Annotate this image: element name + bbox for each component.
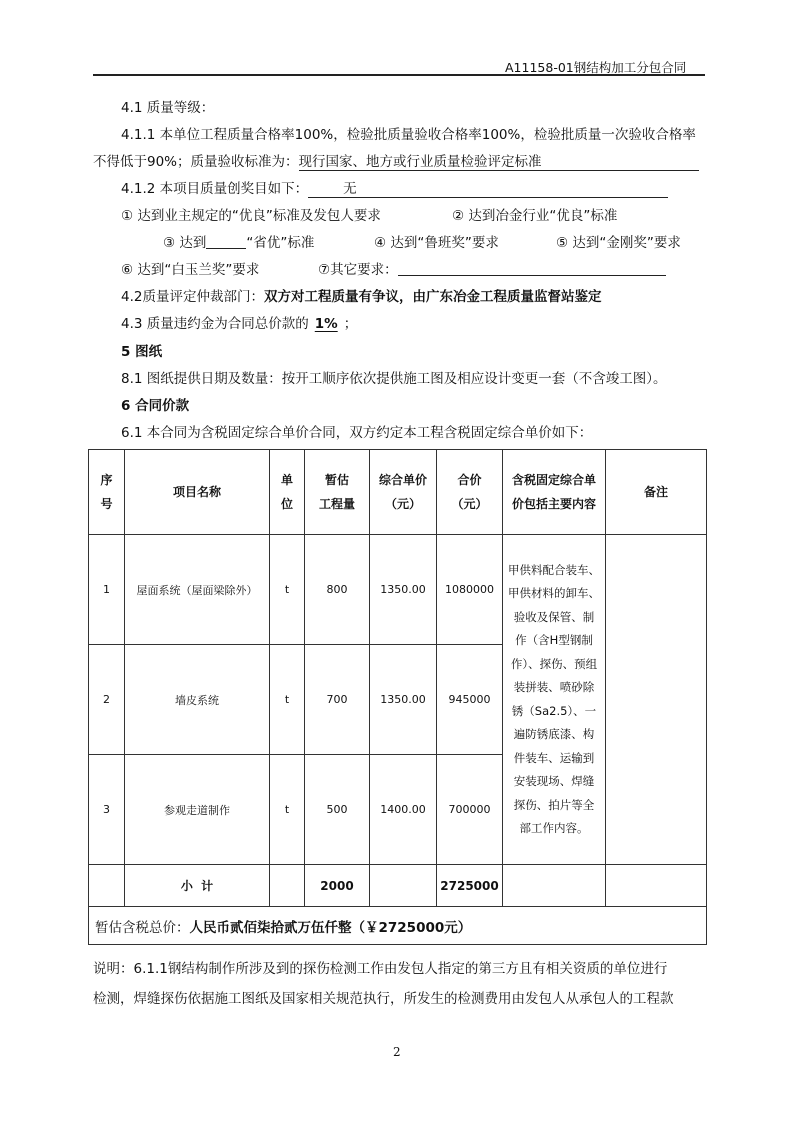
- note-line-1: 说明：6.1.1钢结构制作所涉及到的探伤检测工作由发包人指定的第三方且有相关资质的单位进行: [93, 961, 668, 977]
- col-header-total: 合价 （元）: [437, 450, 503, 535]
- grand-total-label: 暂估含税总价：: [95, 919, 190, 936]
- subtotal-qty: 2000: [305, 865, 370, 907]
- row-qty: 800: [305, 535, 370, 645]
- quality-standard-value: 现行国家、地方或行业质量检验评定标准: [299, 150, 699, 171]
- award-option-3-prefix: ③ 达到: [163, 235, 207, 251]
- scope-line: 验收及保管、制: [513, 609, 595, 624]
- section-4-2: [121, 285, 601, 305]
- award-option-3-suffix: “省优”标准: [246, 235, 315, 251]
- document-header-title: A11158-01钢结构加工分包合同: [505, 60, 687, 75]
- section-4-1: 4.1 质量等级：: [121, 100, 215, 116]
- row-unit: t: [270, 755, 305, 865]
- grand-total-value: 人民币贰佰柒拾贰万伍仟整（￥2725000元）: [189, 919, 472, 936]
- award-option-5: ⑤ 达到“金刚奖”要求: [556, 235, 681, 251]
- table-row: [89, 535, 707, 645]
- subtotal-label: 小 计: [125, 865, 270, 907]
- row-unit-price: 1350.00: [370, 535, 437, 645]
- section-6-heading: 6 合同价款: [121, 398, 190, 414]
- arbitration-value: 双方对工程质量有争议，由广东冶金工程质量监督站鉴定: [263, 289, 602, 305]
- table-header-row: [89, 450, 707, 535]
- row-name: 参观走道制作: [125, 755, 270, 865]
- subtotal-content-cell: [503, 865, 606, 907]
- subtotal-remark-cell: [606, 865, 707, 907]
- scope-line: 遍防锈底漆、构: [513, 727, 595, 741]
- penalty-value: 1%: [314, 316, 338, 332]
- remark-cell: [606, 535, 707, 865]
- col-header-qty: 暂估 工程量: [305, 450, 370, 535]
- scope-line: 部工作内容。: [519, 821, 589, 835]
- award-option-7: [318, 258, 666, 278]
- col-header-unit-price: 综合单价 （元）: [370, 450, 437, 535]
- note-line-2: 检测，焊缝探伤依据施工图纸及国家相关规范执行，所发生的检测费用由发包人从承包人的工程款: [93, 991, 674, 1007]
- scope-line: 装拼装、喷砂除: [513, 680, 595, 694]
- row-total: 945000: [437, 645, 503, 755]
- award-option-7-blank: [398, 261, 666, 276]
- row-seq: 1: [89, 535, 125, 645]
- scope-line: 甲供材料的卸车、: [508, 586, 600, 600]
- row-name: 墙皮系统: [125, 645, 270, 755]
- award-option-1: ① 达到业主规定的“优良”标准及发包人要求: [121, 208, 381, 224]
- section-6-1: 6.1 本合同为含税固定综合单价合同，双方约定本工程含税固定综合单价如下：: [121, 425, 593, 441]
- section-8-1: 8.1 图纸提供日期及数量：按开工顺序依次提供施工图及相应设计变更一套（不含竣工图）。: [121, 371, 667, 387]
- subtotal-total: 2725000: [437, 865, 503, 907]
- col-header-name: 项目名称: [125, 450, 270, 535]
- grand-total-row: [89, 907, 707, 945]
- row-unit-price: 1400.00: [370, 755, 437, 865]
- award-option-6: ⑥ 达到“白玉兰奖”要求: [121, 262, 260, 278]
- row-seq: 3: [89, 755, 125, 865]
- price-table: [88, 449, 707, 945]
- quality-standard-label: 不得低于90%；质量验收标准为：: [93, 154, 299, 170]
- scope-line: 作（含H型钢制: [515, 633, 593, 647]
- subtotal-price-cell: [370, 865, 437, 907]
- section-4-1-2: [121, 177, 668, 198]
- row-seq: 2: [89, 645, 125, 755]
- award-target-label: 4.1.2 本项目质量创奖目如下：: [121, 181, 309, 197]
- section-4-3: [121, 312, 357, 332]
- row-qty: 500: [305, 755, 370, 865]
- scope-line: 探伤、拍片等全: [513, 797, 595, 812]
- scope-line: 件装车、运输到: [513, 750, 595, 765]
- award-option-3: [163, 231, 314, 251]
- col-header-remark: 备注: [606, 450, 707, 535]
- scope-line: 安装现场、焊缝: [513, 774, 595, 788]
- header-rule: [93, 74, 705, 76]
- penalty-label: 4.3 质量违约金为合同总价款的: [121, 316, 309, 332]
- col-header-content: 含税固定综合单 价包括主要内容: [503, 450, 606, 535]
- row-name: 屋面系统（屋面梁除外）: [125, 535, 270, 645]
- row-unit: t: [270, 645, 305, 755]
- row-total: 700000: [437, 755, 503, 865]
- scope-line: 锈（Sa2.5）、一: [511, 703, 597, 718]
- arbitration-label: 4.2质量评定仲裁部门：: [121, 289, 264, 305]
- row-unit: t: [270, 535, 305, 645]
- award-option-4: ④ 达到“鲁班奖”要求: [374, 235, 499, 251]
- award-target-value: 无: [308, 177, 668, 198]
- col-header-unit: 单 位: [270, 450, 305, 535]
- penalty-suffix: ；: [343, 316, 358, 332]
- row-qty: 700: [305, 645, 370, 755]
- row-total: 1080000: [437, 535, 503, 645]
- page-number: 2: [393, 1045, 401, 1059]
- subtotal-row: [89, 865, 707, 907]
- scope-content-cell: [503, 535, 606, 865]
- scope-line: 甲供料配合装车、: [508, 562, 600, 577]
- col-header-seq: 序 号: [89, 450, 125, 535]
- subtotal-seq-cell: [89, 865, 125, 907]
- award-option-3-blank: [206, 234, 246, 249]
- row-unit-price: 1350.00: [370, 645, 437, 755]
- subtotal-unit-cell: [270, 865, 305, 907]
- scope-line: 作）、探伤、预组: [510, 656, 598, 671]
- section-4-1-1-line1: 4.1.1 本单位工程质量合格率100%，检验批质量验收合格率100%，检验批质量一次验收合格率: [121, 127, 696, 143]
- section-5-heading: 5 图纸: [121, 344, 163, 360]
- award-option-2: ② 达到冶金行业“优良”标准: [452, 208, 618, 224]
- award-option-7-label: ⑦其它要求：: [318, 262, 398, 278]
- section-4-1-1-line2: [93, 150, 699, 171]
- grand-total-cell: [89, 907, 707, 945]
